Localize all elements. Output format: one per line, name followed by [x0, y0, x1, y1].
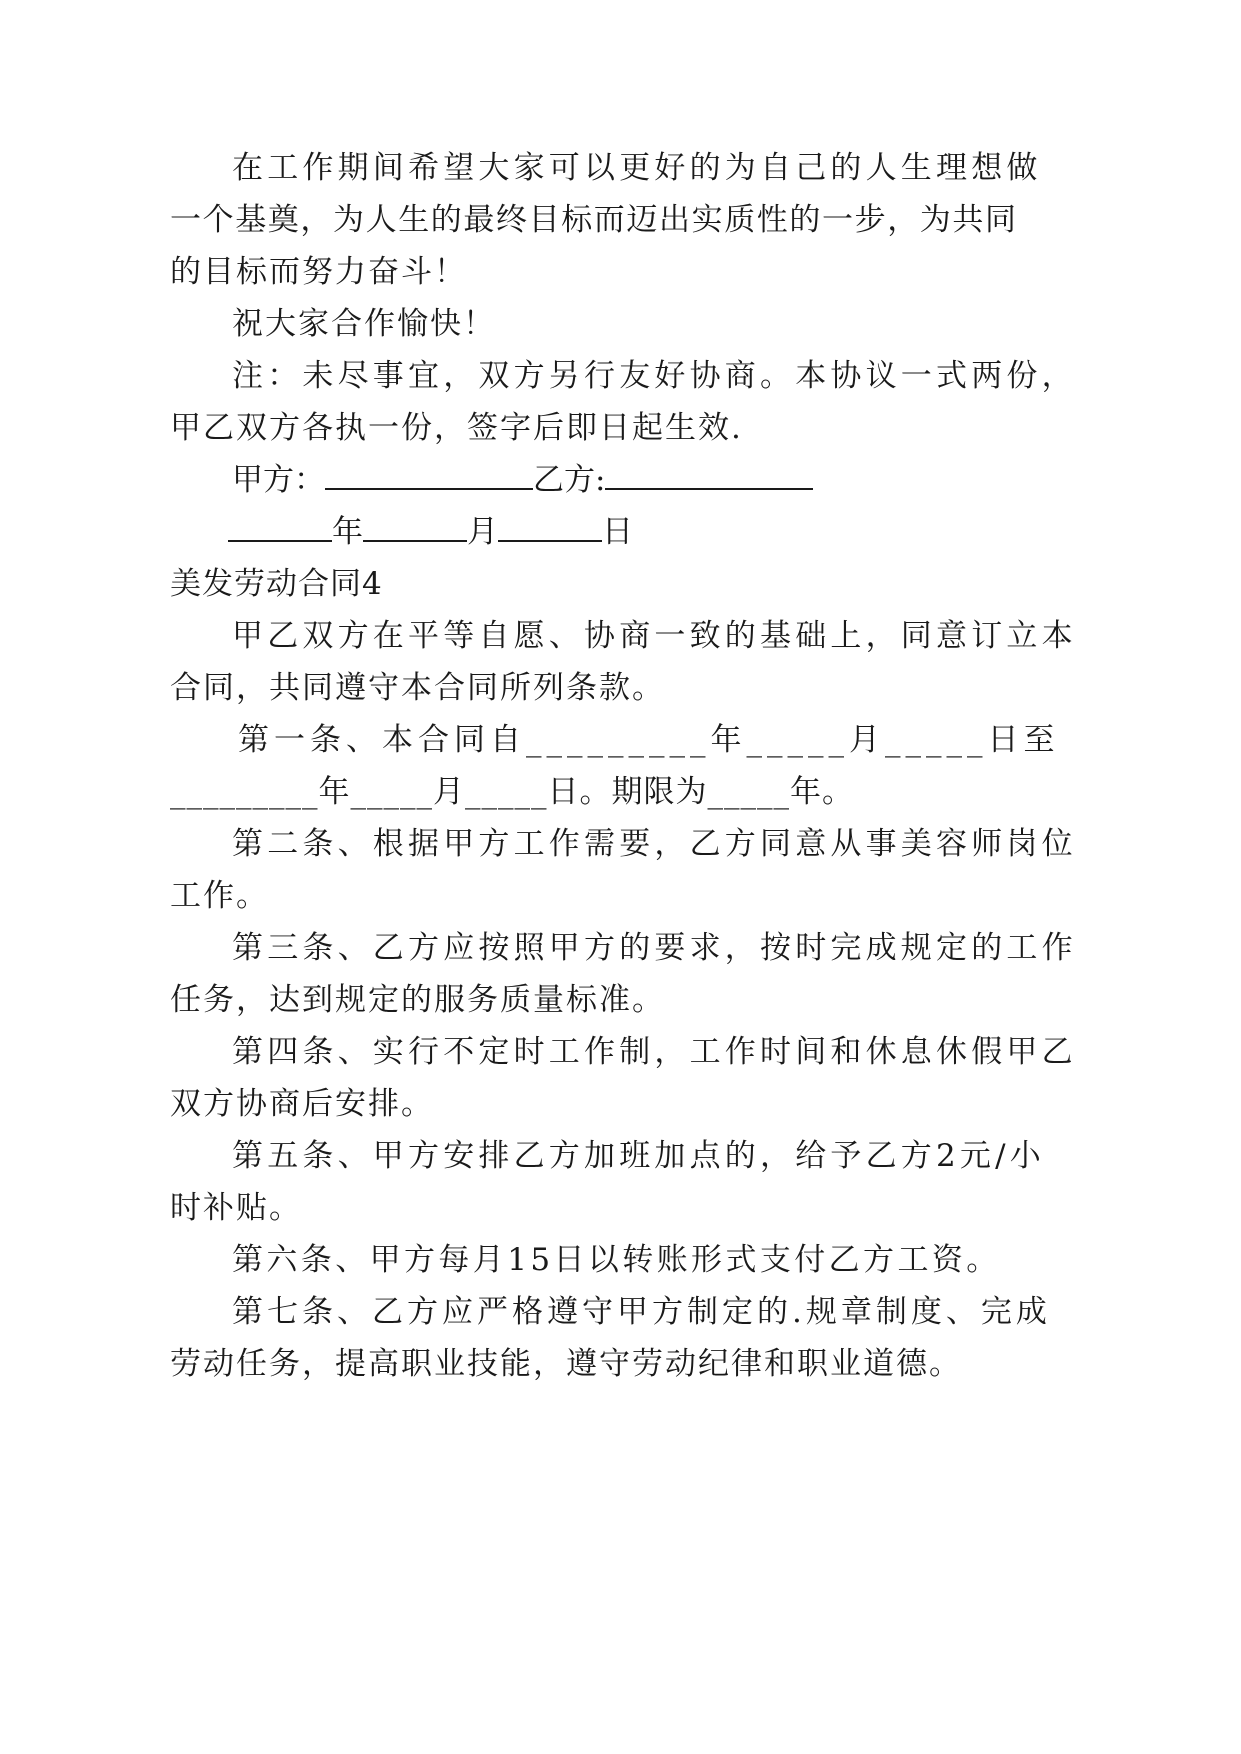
- day-label: 日: [602, 514, 633, 550]
- paragraph-line: 劳动任务，提高职业技能，遵守劳动纪律和职业道德。: [170, 1346, 962, 1382]
- party-a-label: 甲方：: [232, 462, 325, 498]
- paragraph-line: 合同，共同遵守本合同所列条款。: [170, 670, 665, 706]
- date-year-field[interactable]: [228, 512, 332, 542]
- signature-date-line: [228, 512, 633, 552]
- party-b-signature-field[interactable]: [605, 460, 813, 490]
- paragraph-line: 第六条、甲方每月15日以转账形式支付乙方工资。: [232, 1242, 1001, 1278]
- party-a-signature-field[interactable]: [325, 460, 533, 490]
- paragraph-line: 时补贴。: [170, 1190, 302, 1226]
- paragraph-line: _________年_____月_____日。期限为_____年。: [170, 774, 854, 810]
- signature-parties-line: [232, 460, 813, 500]
- paragraph-line: 第七条、乙方应严格遵守甲方制定的.规章制度、完成: [232, 1294, 1051, 1330]
- paragraph-line: 双方协商后安排。: [170, 1086, 434, 1122]
- paragraph-line: 的目标而努力奋斗！: [170, 254, 467, 290]
- section-title: 美发劳动合同4: [170, 566, 383, 602]
- paragraph-line: 祝大家合作愉快！: [232, 306, 496, 342]
- paragraph-line: 第四条、实行不定时工作制，工作时间和休息休假甲乙: [232, 1034, 1077, 1070]
- paragraph-line: 工作。: [170, 878, 269, 914]
- paragraph-line: 甲乙双方各执一份，签字后即日起生效.: [170, 410, 743, 446]
- paragraph-line: 在工作期间希望大家可以更好的为自己的人生理想做: [232, 150, 1042, 186]
- year-label: 年: [332, 514, 363, 550]
- month-label: 月: [467, 514, 498, 550]
- paragraph-line: 第五条、甲方安排乙方加班加点的，给予乙方2元/小: [232, 1138, 1045, 1174]
- paragraph-line: 第三条、乙方应按照甲方的要求，按时完成规定的工作: [232, 930, 1077, 966]
- date-day-field[interactable]: [498, 512, 602, 542]
- date-month-field[interactable]: [363, 512, 467, 542]
- paragraph-line: 第一条、本合同自_________年_____月_____日至: [238, 722, 1060, 758]
- paragraph-line: 任务，达到规定的服务质量标准。: [170, 982, 665, 1018]
- paragraph-line: 注：未尽事宜，双方另行友好协商。本协议一式两份，: [232, 358, 1077, 394]
- paragraph-line: 甲乙双方在平等自愿、协商一致的基础上，同意订立本: [232, 618, 1077, 654]
- paragraph-line: 一个基奠，为人生的最终目标而迈出实质性的一步，为共同: [170, 202, 1018, 238]
- paragraph-line: 第二条、根据甲方工作需要，乙方同意从事美容师岗位: [232, 826, 1077, 862]
- party-b-label: 乙方:: [533, 462, 606, 498]
